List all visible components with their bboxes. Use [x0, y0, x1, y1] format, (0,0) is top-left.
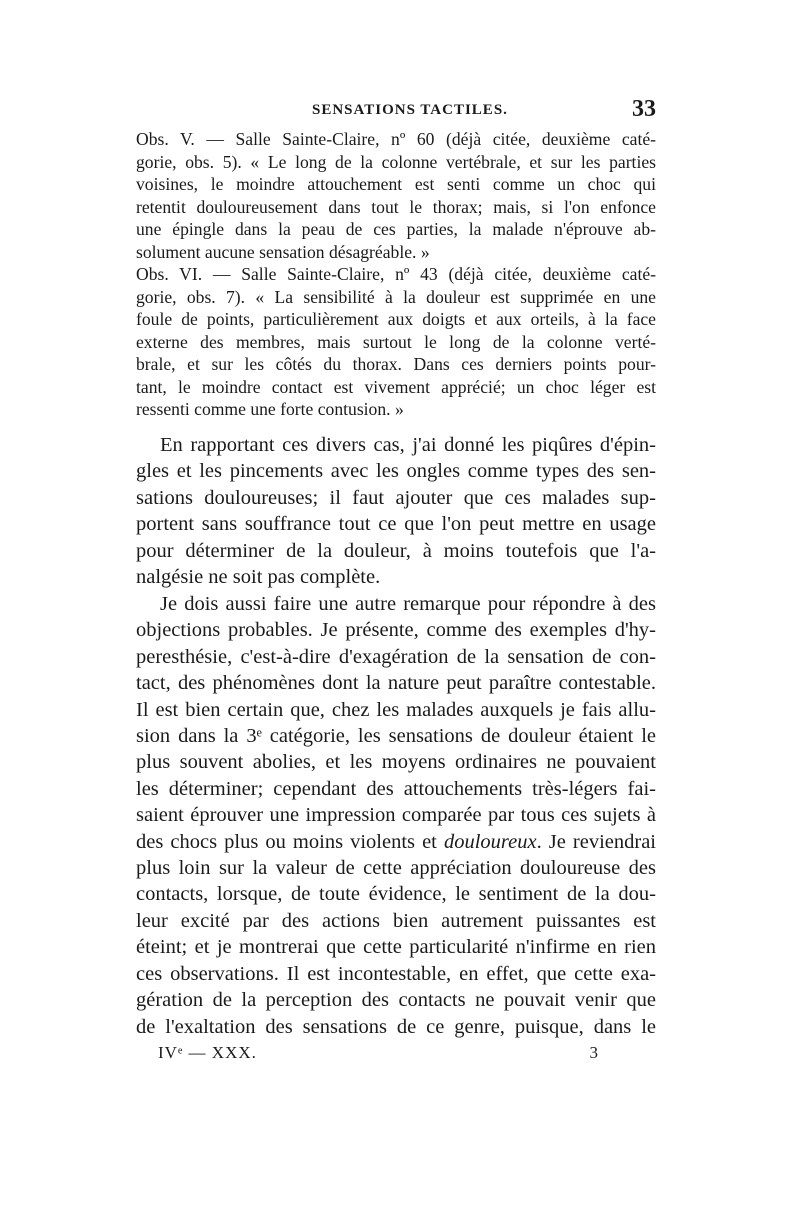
text-line: pour déterminer de la douleur, à moins toutefois que l'a-: [136, 539, 656, 562]
text-line: sion dans la 3ᵉ catégorie, les sensations de douleur étaient le: [136, 725, 656, 748]
page-footer: [158, 1043, 598, 1067]
observation-6: [136, 263, 656, 421]
text-line: portent sans souffrance tout ce que l'on peut mettre en usage: [136, 513, 656, 536]
text-line: peresthésie, c'est-à-dire d'exagération de la sensation de con-: [136, 645, 656, 668]
paragraph-2: [136, 591, 656, 1040]
text-line: gorie, obs. 7). « La sensibilité à la douleur est supprimée en une: [136, 286, 656, 307]
text-line: voisines, le moindre attouchement est senti comme un choc qui: [136, 174, 656, 194]
text-line: ces observations. Il est incontestable, en effet, que cette exa-: [136, 962, 656, 985]
text-line: contacts, lorsque, de toute évidence, le sentiment de la dou-: [136, 883, 656, 906]
sheet-number: 3: [589, 1043, 598, 1062]
page-number: 33: [632, 96, 656, 122]
text-line: brale, et sur les côtés du thorax. Dans ces derniers points pour-: [136, 354, 656, 374]
italic-emphasis: douloureux: [443, 830, 537, 853]
text-line: retentit douloureusement dans tout le thorax; mais, si l'on enfonce: [136, 196, 656, 217]
text-line: [136, 829, 656, 855]
text-line: gération de la perception des contacts ne pouvait venir que: [136, 989, 656, 1012]
text-run: . Je reviendrai: [536, 830, 656, 853]
text-line: tant, le moindre contact est vivement apprécié; un choc léger est: [136, 376, 656, 397]
observation-5: [136, 128, 656, 263]
text-line: ressenti comme une forte contusion. »: [136, 399, 404, 419]
text-line: tact, des phénomènes dont la nature peut paraître contestable.: [136, 672, 656, 695]
text-line: éteint; et je montrerai que cette particularité n'infirme en rien: [136, 936, 656, 959]
page-header: [136, 96, 656, 126]
text-line: solument aucune sensation désagréable. »: [136, 241, 430, 262]
text-line: Il est bien certain que, chez les malades auxquels je fais allu-: [136, 698, 656, 721]
running-title: SENSATIONS TACTILES.: [312, 102, 508, 118]
text-line: saient éprouver une impression comparée par tous ces sujets à: [136, 804, 656, 827]
signature-mark: IVᵉ — XXX.: [158, 1043, 257, 1062]
text-line: gorie, obs. 5). « Le long de la colonne vertébrale, et sur les parties: [136, 151, 656, 172]
text-run: des chocs plus ou moins violents et: [136, 830, 444, 853]
text-line: Obs. VI. — Salle Sainte-Claire, nº 43 (déjà citée, deuxième caté-: [136, 264, 656, 284]
text-line: plus loin sur la valeur de cette appréciation douloureuse des: [136, 857, 656, 880]
text-line: Je dois aussi faire une autre remarque pour répondre à des: [160, 593, 656, 615]
paragraph-1: [136, 432, 656, 590]
text-line: plus souvent abolies, et les moyens ordinaires ne pouvaient: [136, 751, 656, 774]
text-line: sations douloureuses; il faut ajouter que ces malades sup-: [136, 486, 656, 509]
text-line: de l'exaltation des sensations de ce genre, puisque, dans le: [136, 1015, 656, 1038]
text-line: Obs. V. — Salle Sainte-Claire, nº 60 (déjà citée, deuxième caté-: [136, 129, 656, 149]
text-line: une épingle dans la peau de ces parties, la malade n'éprouve ab-: [136, 219, 656, 239]
text-line: externe des membres, mais surtout le long de la colonne verté-: [136, 331, 656, 352]
text-line: En rapportant ces divers cas, j'ai donné les piqûres d'épin-: [160, 434, 656, 456]
text-line: objections probables. Je présente, comme des exemples d'hy-: [136, 619, 656, 642]
text-line: les déterminer; cependant des attouchements très-légers fai-: [136, 777, 656, 800]
text-line: gles et les pincements avec les ongles comme types des sen-: [136, 460, 656, 483]
text-line: leur excité par des actions bien autrement puissantes est: [136, 909, 656, 932]
text-line: nalgésie ne soit pas complète.: [136, 566, 381, 589]
text-line: foule de points, particulièrement aux doigts et aux orteils, à la face: [136, 309, 656, 329]
